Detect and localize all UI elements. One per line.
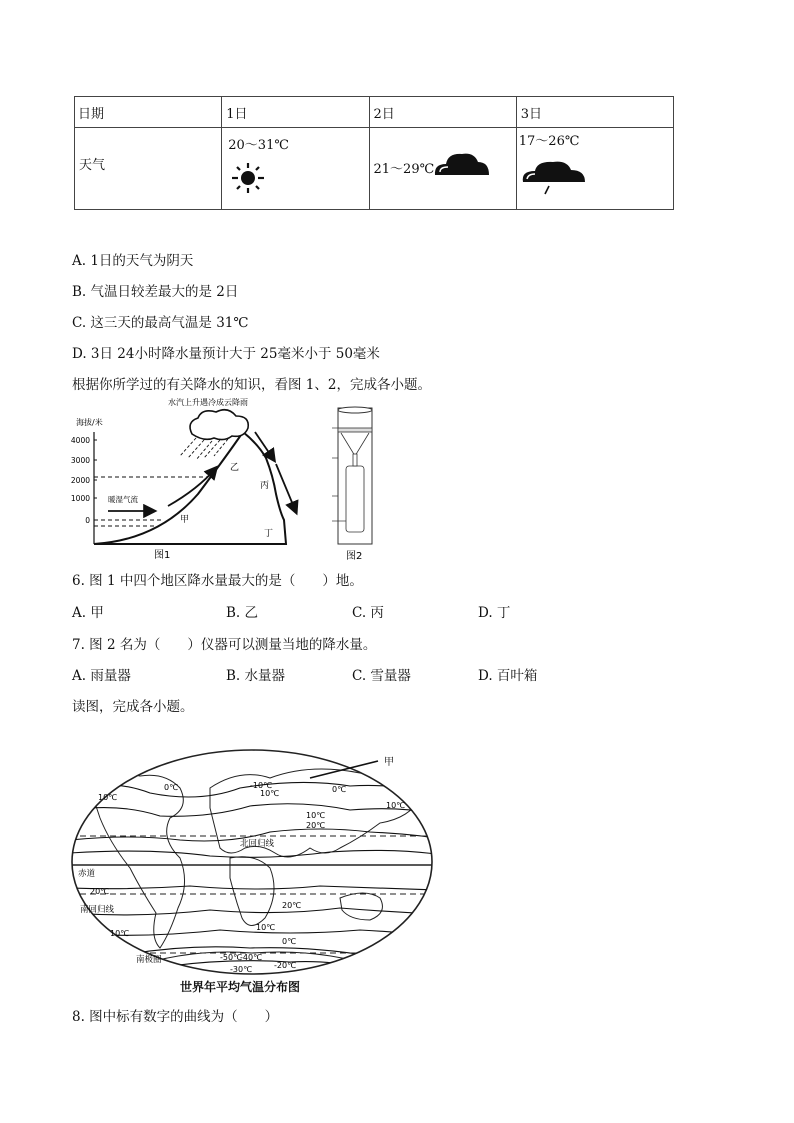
q7-option-c[interactable]: C. 雪量器 [352, 668, 411, 684]
map-label-tropic-south: 南回归线 [80, 905, 115, 915]
fig1-tick: 2000 [70, 476, 90, 485]
q6-stem: 6. 图 1 中四个地区降水量最大的是（ ）地。 [72, 573, 363, 589]
q7-option-d[interactable]: D. 百叶箱 [478, 668, 538, 684]
fig1-point-ding: 丁 [264, 529, 274, 539]
q5-option-c[interactable]: C. 这三天的最高气温是 31℃ [72, 315, 249, 331]
isotherm-label: 20℃ [306, 821, 326, 830]
isotherm-label: 20℃ [90, 887, 110, 896]
isotherm-label: -20℃ [274, 961, 297, 970]
fig1-tick: 3000 [70, 456, 90, 465]
weather-table [74, 96, 674, 210]
fig1-tick: 1000 [70, 494, 90, 503]
map-caption: 世界年平均气温分布图 [180, 980, 301, 994]
isotherm-label: 10℃ [260, 789, 280, 798]
fig2-caption: 图2 [346, 551, 363, 562]
cloud-icon [432, 148, 492, 178]
q6-option-c[interactable]: C. 丙 [352, 605, 384, 621]
cloud-rain-icon [521, 160, 591, 200]
q7-option-b[interactable]: B. 水量器 [226, 668, 286, 684]
table-cell-day2: 21～29℃ [369, 128, 516, 210]
isotherm-label: -30℃ [230, 965, 253, 974]
fig1-tick: 0 [85, 516, 90, 525]
table-header-day1: 1日 [222, 97, 369, 128]
map-label-tropic-north: 北回归线 [240, 839, 275, 849]
fig1-airflow-label: 暖湿气流 [108, 495, 138, 504]
table-row-label: 天气 [75, 128, 222, 210]
table-cell-day3: 17～26℃ [516, 128, 673, 210]
fig1-caption: 图1 [154, 550, 171, 561]
isotherm-label: 10℃ [256, 923, 276, 932]
isotherm-label: 0℃ [282, 937, 297, 946]
q5-option-d[interactable]: D. 3日 24小时降水量预计大于 25毫米小于 50毫米 [72, 346, 380, 362]
sun-icon [230, 162, 266, 194]
q6-option-d[interactable]: D. 丁 [478, 605, 511, 621]
q6-option-a[interactable]: A. 甲 [72, 605, 104, 621]
q7-option-a[interactable]: A. 雨量器 [72, 668, 131, 684]
q5-option-b[interactable]: B. 气温日较差最大的是 2日 [72, 284, 239, 300]
q8-stem: 8. 图中标有数字的曲线为（ ） [72, 1009, 279, 1025]
table-cell-day1: 20～31℃ [222, 128, 369, 210]
figure-1-diagram [68, 394, 308, 564]
q7-stem: 7. 图 2 名为（ ）仪器可以测量当地的降水量。 [72, 637, 377, 653]
intro-precip: 根据你所学过的有关降水的知识，看图 1、2，完成各小题。 [72, 377, 431, 393]
isotherm-label: 10℃ [98, 793, 118, 802]
q5-option-a[interactable]: A. 1日的天气为阴天 [72, 253, 194, 269]
isotherm-label: 10℃ [386, 801, 406, 810]
fig1-tick: 4000 [70, 436, 90, 445]
isotherm-label: 20℃ [282, 901, 302, 910]
map-label-equator: 赤道 [78, 869, 96, 879]
map-label-pointer: 甲 [384, 757, 394, 768]
table-header-day3: 3日 [516, 97, 673, 128]
figure-2-rain-gauge [324, 406, 384, 566]
intro-map: 读图，完成各小题。 [72, 699, 194, 715]
isotherm-label: 10℃ [306, 811, 326, 820]
table-header-date: 日期 [75, 97, 222, 128]
isotherm-label: -40℃ [240, 953, 263, 962]
map-label-antarctic: 南极圈 [136, 955, 162, 965]
q6-option-b[interactable]: B. 乙 [226, 605, 259, 621]
world-isotherm-map [70, 748, 436, 998]
isotherm-label: 0℃ [164, 783, 179, 792]
table-header-day2: 2日 [369, 97, 516, 128]
isotherm-label: -10℃ [250, 781, 273, 790]
fig1-cloud-label: 水汽上升遇冷成云降雨 [168, 398, 248, 407]
isotherm-label: 0℃ [332, 785, 347, 794]
isotherm-label: -50℃ [220, 953, 243, 962]
isotherm-label: 10℃ [110, 929, 130, 938]
fig1-point-jia: 甲 [180, 515, 190, 525]
fig1-point-bing: 丙 [260, 481, 270, 491]
fig1-axis-title: 海拔/米 [76, 418, 103, 427]
fig1-point-yi: 乙 [230, 463, 240, 473]
